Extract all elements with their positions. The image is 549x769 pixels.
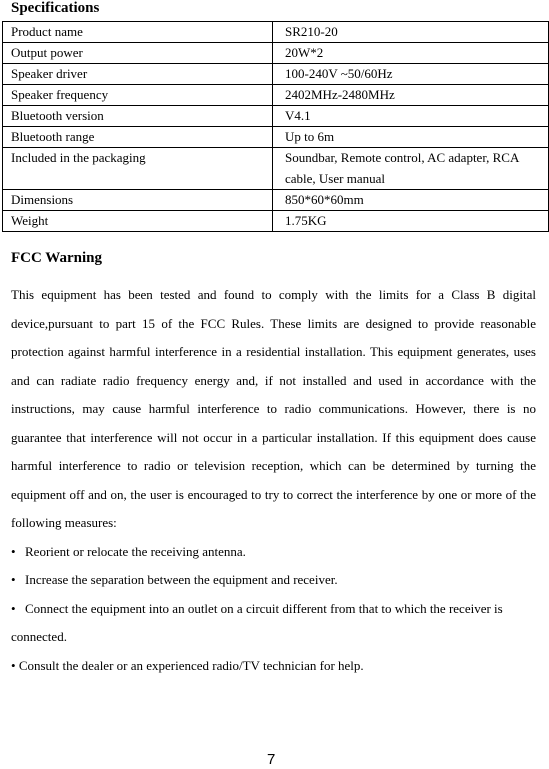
- list-item: [11, 652, 536, 681]
- bullet-text: Consult the dealer or an experienced radio/TV technician for help.: [18, 657, 364, 673]
- spec-label: Speaker frequency: [3, 85, 273, 106]
- table-row: [3, 22, 549, 43]
- spec-label: Dimensions: [3, 190, 273, 211]
- spec-label: Product name: [3, 22, 273, 43]
- table-row: [3, 43, 549, 64]
- list-item: [11, 566, 536, 595]
- bullet-mark: •: [11, 572, 16, 587]
- table-row: [3, 190, 549, 211]
- fcc-paragraph: This equipment has been tested and found to comply with the limits for a Class B digital device,pursuant to part 15 of the FCC Rules. These limits are designed to provide reasonable protection against harmful interference in a residential installation. This equipment generates, uses and can radiate radio frequency energy and, if not installed and used in accordance with the instructions, may cause harmful interference to radio communications. However, there is no guarantee that interference will not occur in a particular installation. If this equipment does cause harmful interference to radio or television reception, which can be determined by turning the equipment off and on, the user is encouraged to try to correct the interference by one or more of the following measures:: [11, 287, 536, 530]
- spec-label: Bluetooth version: [3, 106, 273, 127]
- table-row: [3, 106, 549, 127]
- fcc-warning-body: [11, 281, 536, 680]
- specifications-heading: Specifications: [11, 0, 100, 16]
- table-row: [3, 148, 549, 190]
- specifications-table: [2, 21, 549, 232]
- spec-label: Bluetooth range: [3, 127, 273, 148]
- bullet-mark: •: [11, 657, 16, 673]
- table-row: [3, 85, 549, 106]
- spec-label: Included in the packaging: [3, 148, 273, 190]
- spec-value: SR210-20: [273, 22, 549, 43]
- spec-value: Soundbar, Remote control, AC adapter, RCA cable, User manual: [273, 148, 549, 190]
- spec-label: Output power: [3, 43, 273, 64]
- list-item: [11, 595, 536, 652]
- spec-value: 850*60*60mm: [273, 190, 549, 211]
- bullet-mark: •: [11, 543, 16, 559]
- table-row: [3, 127, 549, 148]
- bullet-text: Connect the equipment into an outlet on a circuit different from that to which the receiver is connected.: [11, 600, 503, 644]
- spec-value: 20W*2: [273, 43, 549, 64]
- table-row: [3, 64, 549, 85]
- list-item: [11, 538, 536, 567]
- spec-value: 100-240V ~50/60Hz: [273, 64, 549, 85]
- spec-value: V4.1: [273, 106, 549, 127]
- spec-label: Speaker driver: [3, 64, 273, 85]
- spec-value: 2402MHz-2480MHz: [273, 85, 549, 106]
- bullet-text: Reorient or relocate the receiving antenna.: [25, 543, 246, 559]
- page-number: 7: [267, 751, 276, 768]
- spec-value: 1.75KG: [273, 211, 549, 232]
- bullet-text: Increase the separation between the equipment and receiver.: [25, 572, 338, 587]
- spec-value: Up to 6m: [273, 127, 549, 148]
- table-row: [3, 211, 549, 232]
- bullet-mark: •: [11, 600, 16, 616]
- fcc-warning-heading: FCC Warning: [11, 250, 102, 266]
- spec-label: Weight: [3, 211, 273, 232]
